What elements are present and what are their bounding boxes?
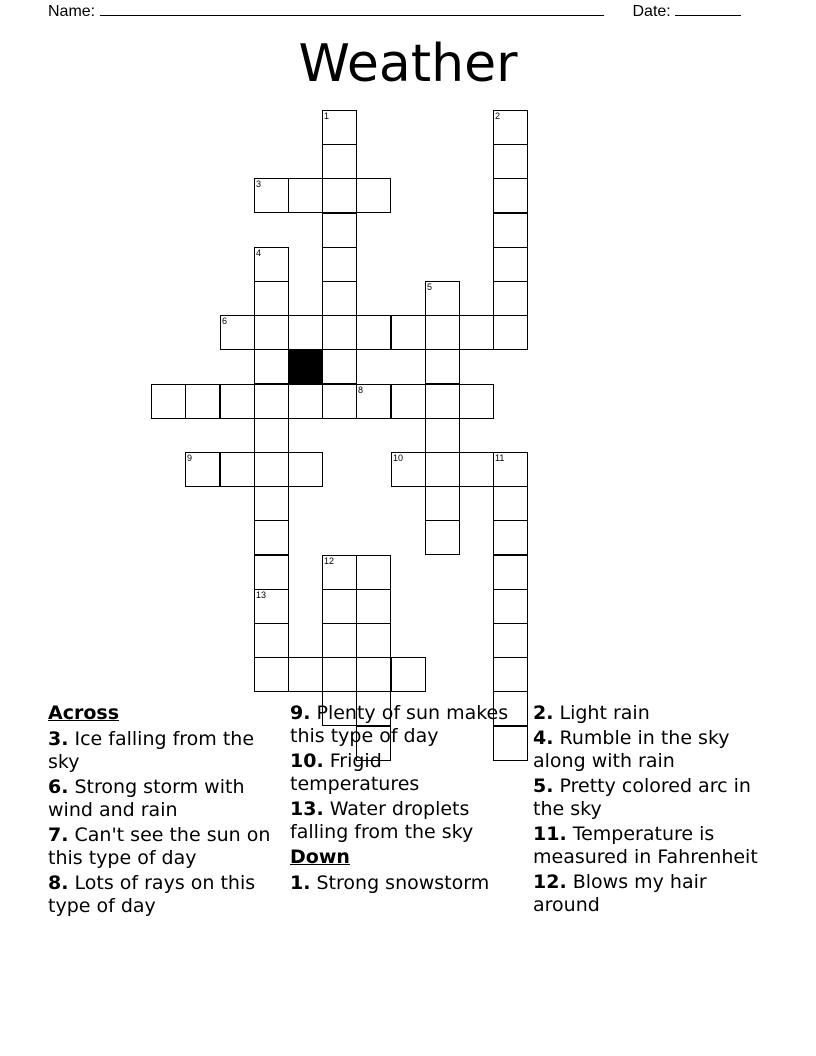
clue-down-5: 5. Pretty colored arc in the sky (533, 775, 751, 820)
down-heading: Down (290, 846, 350, 868)
grid-cell[interactable] (288, 178, 323, 213)
grid-cell[interactable] (254, 247, 289, 282)
grid-cell[interactable] (151, 384, 186, 419)
clue-down-2: 2. Light rain (533, 702, 650, 724)
grid-cell[interactable] (493, 589, 528, 624)
clue-down-11: 11. Temperature is measured in Fahrenheit (533, 823, 758, 868)
grid-cell[interactable] (493, 486, 528, 521)
clue-across-10: 10. Frigid temperatures (290, 750, 420, 795)
grid-cell[interactable] (254, 349, 289, 384)
clue-number-4: 4 (256, 248, 262, 258)
clue-across-8: 8. Lots of rays on this type of day (48, 872, 256, 917)
grid-cell[interactable] (493, 315, 528, 350)
grid-cell[interactable] (254, 520, 289, 555)
clue-across-6: 6. Strong storm with wind and rain (48, 776, 245, 821)
clue-number-13: 13 (256, 590, 267, 600)
clue-number-10: 10 (393, 453, 404, 463)
clue-number-8: 8 (358, 385, 364, 395)
grid-cell[interactable] (254, 384, 289, 419)
grid-cell[interactable] (425, 281, 460, 316)
clue-number-3: 3 (256, 179, 262, 189)
grid-cell[interactable] (288, 452, 323, 487)
clue-across-3: 3. Ice falling from the sky (48, 728, 255, 773)
grid-cell[interactable] (459, 384, 494, 419)
grid-cell[interactable] (322, 623, 357, 658)
grid-cell[interactable] (356, 657, 391, 692)
clue-number-1: 1 (324, 111, 330, 121)
clue-down-1: 1. Strong snowstorm (290, 872, 490, 894)
grid-cell[interactable] (254, 555, 289, 590)
grid-cell[interactable] (425, 486, 460, 521)
page-title: Weather (298, 34, 518, 94)
grid-cell[interactable] (459, 315, 494, 350)
grid-cell[interactable] (288, 315, 323, 350)
grid-cell[interactable] (493, 281, 528, 316)
grid-cell[interactable] (391, 452, 426, 487)
grid-cell[interactable] (493, 520, 528, 555)
black-cell (288, 349, 323, 384)
grid-cell[interactable] (391, 657, 426, 692)
grid-cell[interactable] (322, 247, 357, 282)
clue-number-2: 2 (495, 111, 501, 121)
grid-cell[interactable] (356, 315, 391, 350)
clues-column-2 (290, 702, 510, 897)
grid-cell[interactable] (493, 452, 528, 487)
grid-cell[interactable] (288, 657, 323, 692)
clues-column-1 (48, 702, 278, 920)
clue-number-12: 12 (324, 556, 335, 566)
grid-cell[interactable] (493, 178, 528, 213)
grid-cell[interactable] (425, 452, 460, 487)
grid-cell[interactable] (493, 110, 528, 145)
clue-across-13: 13. Water droplets falling from the sky (290, 798, 474, 843)
grid-cell[interactable] (220, 384, 255, 419)
grid-cell[interactable] (493, 657, 528, 692)
grid-cell[interactable] (493, 555, 528, 590)
clue-down-4: 4. Rumble in the sky along with rain (533, 727, 730, 772)
grid-cell[interactable] (356, 555, 391, 590)
grid-cell[interactable] (391, 384, 426, 419)
clue-down-12: 12. Blows my hair around (533, 871, 707, 916)
grid-cell[interactable] (391, 315, 426, 350)
grid-cell[interactable] (425, 315, 460, 350)
grid-cell[interactable] (288, 384, 323, 419)
grid-cell[interactable] (322, 178, 357, 213)
grid-cell[interactable] (254, 623, 289, 658)
name-label: Name: (48, 3, 96, 20)
grid-cell[interactable] (425, 384, 460, 419)
grid-cell[interactable] (322, 384, 357, 419)
grid-cell[interactable] (493, 213, 528, 248)
grid-cell[interactable] (493, 144, 528, 179)
grid-cell[interactable] (493, 247, 528, 282)
clue-number-6: 6 (222, 316, 228, 326)
grid-cell[interactable] (254, 452, 289, 487)
across-heading: Across (48, 702, 120, 724)
clue-across-9: 9. Plenty of sun makes this type of day (290, 702, 509, 747)
grid-cell[interactable] (322, 349, 357, 384)
grid-cell[interactable] (425, 349, 460, 384)
grid-cell[interactable] (254, 418, 289, 453)
grid-cell[interactable] (356, 589, 391, 624)
grid-cell[interactable] (459, 452, 494, 487)
grid-cell[interactable] (185, 384, 220, 419)
grid-cell[interactable] (356, 178, 391, 213)
grid-cell[interactable] (322, 144, 357, 179)
grid-cell[interactable] (254, 657, 289, 692)
date-label: Date: (632, 3, 671, 20)
clue-number-11: 11 (495, 453, 505, 463)
grid-cell[interactable] (322, 555, 357, 590)
grid-cell[interactable] (493, 623, 528, 658)
clue-number-9: 9 (187, 453, 193, 463)
grid-cell[interactable] (322, 315, 357, 350)
grid-cell[interactable] (322, 589, 357, 624)
grid-cell[interactable] (356, 384, 391, 419)
grid-cell[interactable] (254, 281, 289, 316)
grid-cell[interactable] (254, 315, 289, 350)
grid-cell[interactable] (220, 452, 255, 487)
grid-cell[interactable] (322, 110, 357, 145)
grid-cell[interactable] (356, 623, 391, 658)
grid-cell[interactable] (322, 213, 357, 248)
grid-cell[interactable] (220, 315, 255, 350)
clue-number-5: 5 (427, 282, 433, 292)
grid-cell[interactable] (185, 452, 220, 487)
grid-cell[interactable] (254, 589, 289, 624)
grid-cell[interactable] (425, 520, 460, 555)
clues-column-3 (533, 702, 763, 919)
grid-cell[interactable] (322, 657, 357, 692)
grid-cell[interactable] (254, 178, 289, 213)
grid-cell[interactable] (254, 486, 289, 521)
clue-across-7: 7. Can't see the sun on this type of day (48, 824, 271, 869)
grid-cell[interactable] (322, 281, 357, 316)
grid-cell[interactable] (425, 418, 460, 453)
